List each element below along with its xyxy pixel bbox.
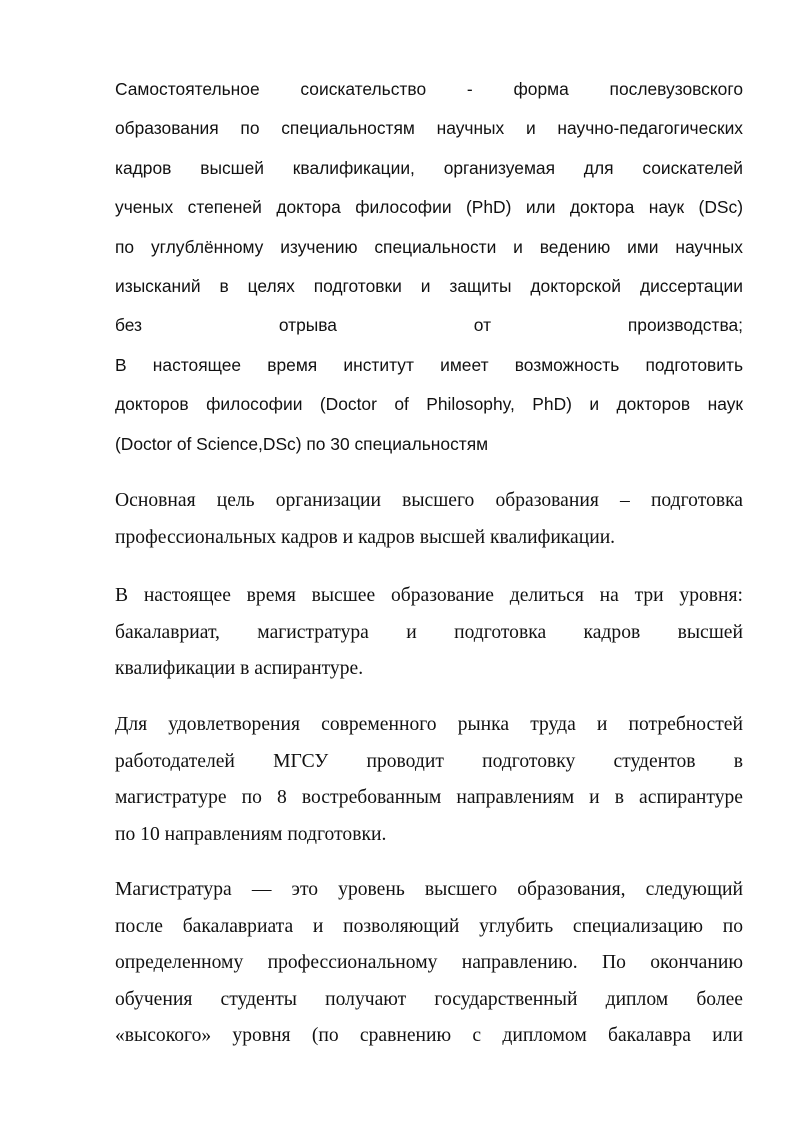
- text-line: без отрыва от производства;: [115, 315, 743, 336]
- text-line: квалификации в аспирантуре.: [115, 658, 364, 679]
- text-line: кадров высшей квалификации, организуемая для соискателей: [115, 157, 743, 178]
- text-line: работодателей МГСУ проводит подготовку студентов в: [115, 750, 743, 772]
- text-line: Самостоятельное соискательство - форма послевузовского: [115, 79, 743, 99]
- text-line: «высокого» уровня (по сравнению с дипломом бакалавра или: [115, 1025, 743, 1046]
- text-line: после бакалавриата и позволяющий углубить специализацию по: [115, 915, 743, 937]
- text-line: по углублённому изучению специальности и ведению ими научных: [115, 236, 743, 257]
- paragraph-masters: [115, 872, 743, 1055]
- text-line: Магистратура — это уровень высшего образования, следующий: [115, 879, 743, 900]
- paragraph-mgsu-training: [115, 707, 743, 853]
- text-line: Основная цель организации высшего образования – подготовка: [115, 490, 743, 511]
- text-line: образования по специальностям научных и научно-педагогических: [115, 118, 743, 139]
- text-line: В настоящее время институт имеет возможность подготовить: [115, 354, 743, 375]
- text-line: изысканий в целях подготовки и защиты докторской диссертации: [115, 276, 743, 297]
- text-line: ученых степеней доктора философии (PhD) или доктора наук (DSc): [115, 197, 743, 218]
- paragraph-education-levels: [115, 578, 743, 688]
- text-line: магистратуре по 8 востребованным направлениям и в аспирантуре: [115, 787, 743, 808]
- paragraph-self-study: [115, 70, 743, 464]
- text-line: профессиональных кадров и кадров высшей квалификации.: [115, 526, 616, 548]
- paragraph-main-goal: [115, 483, 743, 556]
- text-line: В настоящее время высшее образование делиться на три уровня:: [115, 585, 743, 606]
- text-line: Для удовлетворения современного рынка труда и потребностей: [115, 714, 743, 735]
- text-line: бакалавриат, магистратура и подготовка кадров высшей: [115, 621, 743, 643]
- text-line: докторов философии (Doctor of Philosophy, PhD) и докторов наук: [115, 394, 743, 415]
- text-line: (Doctor of Science,DSc) по 30 специальностям: [115, 433, 489, 454]
- text-line: по 10 направлениям подготовки.: [115, 823, 387, 845]
- text-line: определенному профессиональному направлению. По окончанию: [115, 952, 743, 973]
- text-line: обучения студенты получают государственный диплом более: [115, 988, 743, 1010]
